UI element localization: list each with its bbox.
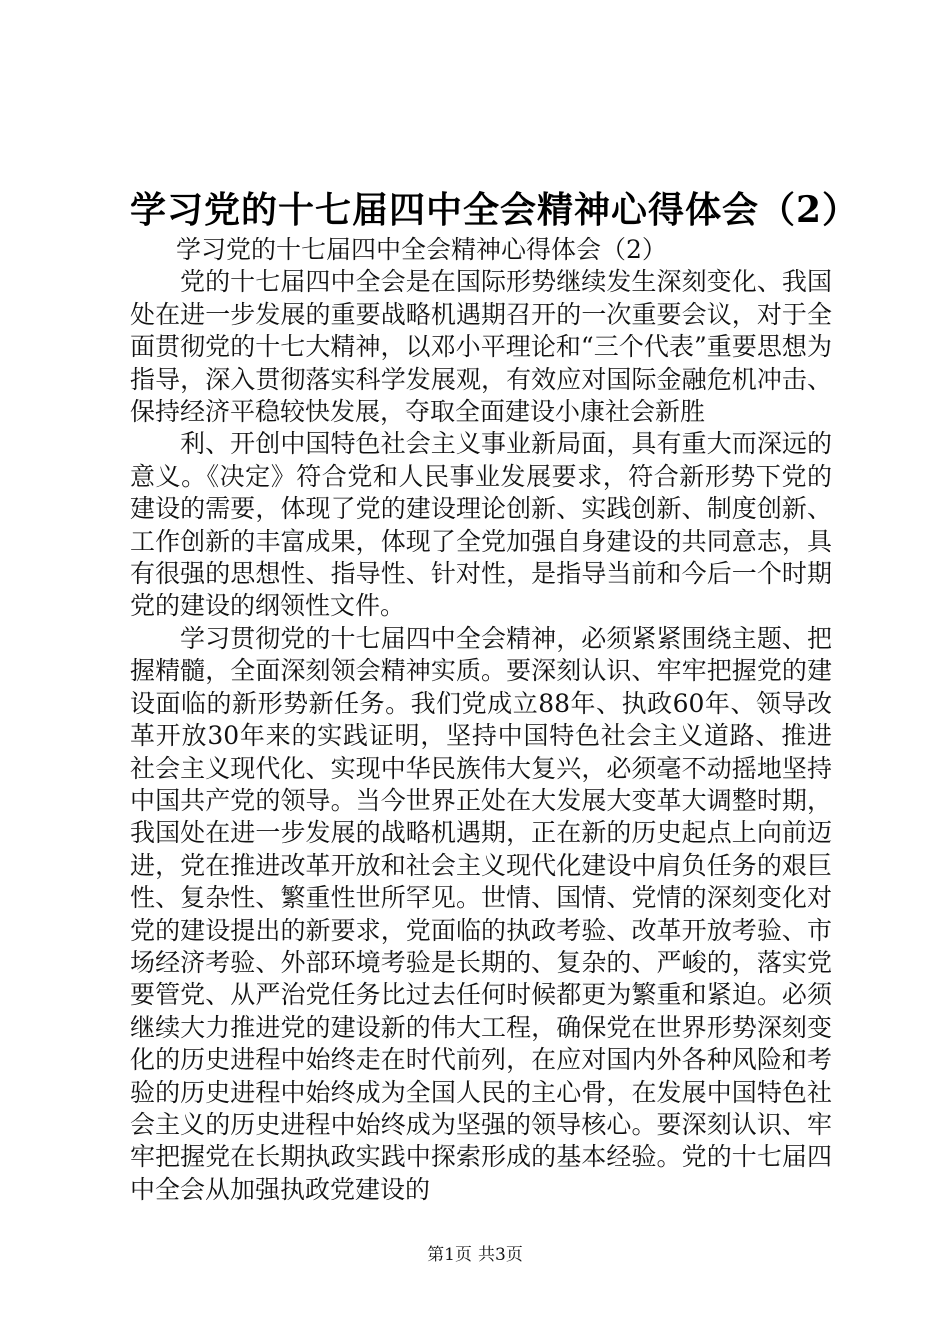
document-title: 学习党的十七届四中全会精神心得体会（2） bbox=[130, 189, 860, 231]
page-number-current: 第1页 bbox=[427, 1245, 472, 1265]
paragraph-3: 学习贯彻党的十七届四中全会精神，必须紧紧围绕主题、把握精髓，全面深刻领会精神实质。要深刻认识、牢牢把握党的建设面临的新形势新任务。我们党成立88年、执政60年、领导改革开放30年来的实践证明，坚持中国特色社会主义道路、推进社会主义现代化、实现中华民族伟大复兴，必须毫不动摇地坚持中国共产党的领导。当今世界正处在大发展大变革大调整时期，我国处在进一步发展的战略机遇期，正在新的历史起点上向前迈进，党在推进改革开放和社会主义现代化建设中肩负任务的艰巨性、复杂性、繁重性世所罕见。世情、国情、党情的深刻变化对党的建设提出的新要求，党面临的执政考验、改革开放考验、市场经济考验、外部环境考验是长期的、复杂的、严峻的，落实党要管党、从严治党任务比过去任何时候都更为繁重和紧迫。必须继续大力推进党的建设新的伟大工程，确保党在世界形势深刻变化的历史进程中始终走在时代前列，在应对国内外各种风险和考验的历史进程中始终成为全国人民的主心骨，在发展中国特色社会主义的历史进程中始终成为坚强的领导核心。要深刻认识、牢牢把握党在长期执政实践中探索形成的基本经验。党的十七届四中全会从加强执政党建设的 bbox=[130, 623, 832, 1204]
page-number-total: 共3页 bbox=[478, 1245, 523, 1265]
document-body bbox=[130, 234, 832, 1206]
paragraph-2: 利、开创中国特色社会主义事业新局面，具有重大而深远的意义。《决定》符合党和人民事业发展要求，符合新形势下党的建设的需要，体现了党的建设理论创新、实践创新、制度创新、工作创新的丰富成果，体现了全党加强自身建设的共同意志，具有很强的思想性、指导性、针对性，是指导当前和今后一个时期党的建设的纲领性文件。 bbox=[130, 429, 832, 621]
paragraph-1: 党的十七届四中全会是在国际形势继续发生深刻变化、我国处在进一步发展的重要战略机遇期召开的一次重要会议，对于全面贯彻党的十七大精神，以邓小平理论和“三个代表”重要思想为指导，深入贯彻落实科学发展观，有效应对国际金融危机冲击、保持经济平稳较快发展，夺取全面建设小康社会新胜 bbox=[130, 267, 832, 427]
document-subtitle: 学习党的十七届四中全会精神心得体会（2） bbox=[176, 235, 667, 264]
page-footer bbox=[0, 1244, 950, 1266]
